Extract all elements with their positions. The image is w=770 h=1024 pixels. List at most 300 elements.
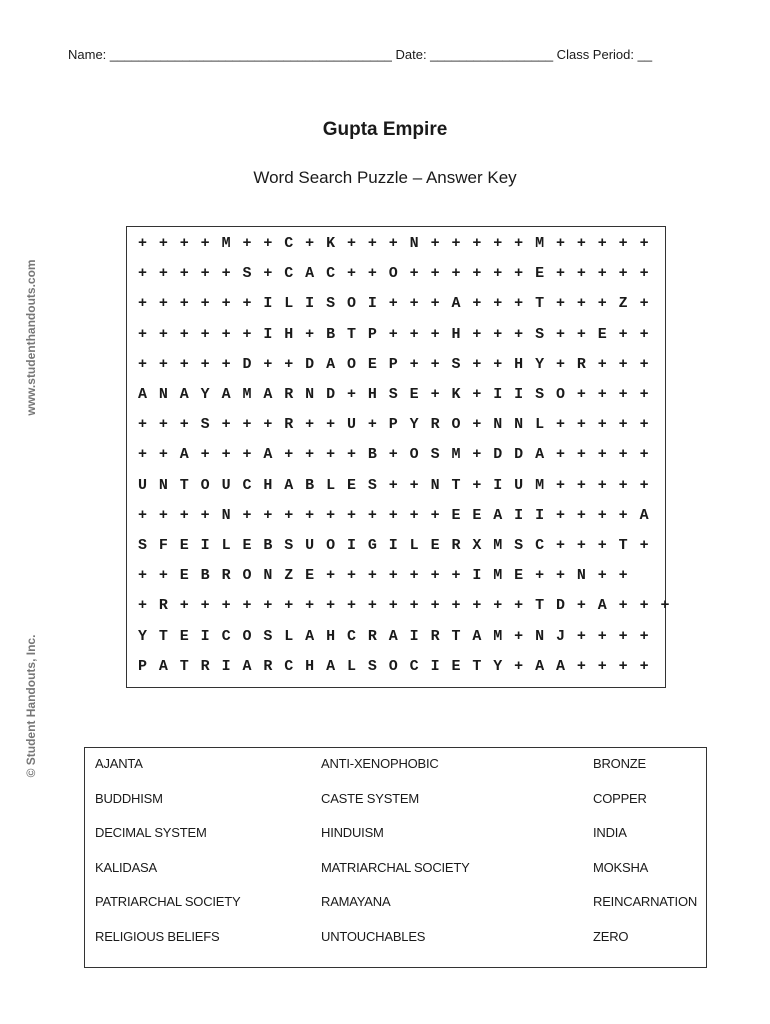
grid-cell: E xyxy=(242,537,252,554)
grid-row xyxy=(127,591,670,621)
grid-cell: + xyxy=(597,657,607,675)
grid-cell: + xyxy=(137,265,147,283)
grid-cell: + xyxy=(367,597,377,615)
grid-cell: H xyxy=(367,386,377,403)
grid-cell: N xyxy=(263,567,273,585)
grid-cell: H xyxy=(326,627,336,645)
grid-cell: I xyxy=(200,537,210,554)
grid-cell: H xyxy=(263,476,273,494)
grid-cell: + xyxy=(597,506,607,524)
grid-cell: T xyxy=(535,295,545,313)
grid-cell: + xyxy=(200,235,210,252)
grid-cell: K xyxy=(451,386,461,403)
grid-cell: T xyxy=(346,325,356,343)
grid-cell: + xyxy=(430,506,440,524)
grid-cell: + xyxy=(137,295,147,313)
grid-cell: + xyxy=(242,416,252,434)
grid-cell: + xyxy=(179,506,189,524)
word-list-item: BRONZE xyxy=(593,756,646,771)
grid-cell: L xyxy=(221,537,231,554)
grid-cell: B xyxy=(326,325,336,343)
grid-cell: + xyxy=(493,265,503,283)
grid-cell: + xyxy=(639,657,649,675)
grid-cell: + xyxy=(242,295,252,313)
grid-cell: C xyxy=(284,265,294,283)
grid-cell: P xyxy=(367,325,377,343)
grid-cell: S xyxy=(200,416,210,434)
grid-cell: A xyxy=(263,446,273,464)
grid-cell: R xyxy=(430,416,440,434)
grid-cell: + xyxy=(514,597,524,615)
word-list-item: DECIMAL SYSTEM xyxy=(95,825,207,841)
grid-cell: + xyxy=(158,265,168,283)
grid-cell: + xyxy=(555,506,565,524)
grid-cell: O xyxy=(242,567,252,585)
grid-cell: A xyxy=(284,476,294,494)
grid-cell: R xyxy=(284,386,294,403)
grid-cell: + xyxy=(409,265,419,283)
grid-cell: + xyxy=(367,265,377,283)
grid-cell: + xyxy=(493,325,503,343)
grid-cell: B xyxy=(367,446,377,464)
grid-cell: I xyxy=(346,537,356,554)
grid-cell: D xyxy=(326,386,336,403)
grid-cell: + xyxy=(576,446,586,464)
grid-cell: O xyxy=(346,295,356,313)
grid-cell: X xyxy=(472,537,482,554)
grid-cell: + xyxy=(514,627,524,645)
grid-cell: T xyxy=(535,597,545,615)
grid-cell: + xyxy=(326,506,336,524)
grid-cell: + xyxy=(493,295,503,313)
grid-cell: P xyxy=(388,355,398,373)
grid-cell: P xyxy=(388,416,398,434)
grid-cell: U xyxy=(137,476,147,494)
grid-cell: + xyxy=(451,265,461,283)
grid-cell: H xyxy=(305,657,315,675)
word-list-item: CASTE SYSTEM xyxy=(321,790,420,806)
grid-cell: + xyxy=(409,506,419,524)
grid-cell: N xyxy=(576,567,586,585)
grid-cell: I xyxy=(409,627,419,645)
grid-cell: + xyxy=(200,295,210,313)
grid-cell: L xyxy=(409,537,419,554)
grid-cell: + xyxy=(137,446,147,464)
grid-row xyxy=(127,501,665,531)
grid-cell: + xyxy=(639,597,649,615)
grid-cell: T xyxy=(179,657,189,675)
grid-cell: C xyxy=(346,627,356,645)
grid-cell: + xyxy=(200,355,210,373)
grid-cell: + xyxy=(221,446,231,464)
grid-cell: + xyxy=(200,597,210,615)
grid-row xyxy=(127,652,665,682)
grid-cell: + xyxy=(409,567,419,585)
grid-row xyxy=(127,531,665,561)
grid-cell: + xyxy=(597,355,607,373)
grid-cell: + xyxy=(660,597,670,615)
grid-cell: + xyxy=(514,235,524,252)
grid-cell: D xyxy=(242,355,252,373)
word-list-item: KALIDASA xyxy=(95,859,157,875)
grid-cell: + xyxy=(346,597,356,615)
grid-cell: + xyxy=(158,325,168,343)
grid-cell: + xyxy=(221,325,231,343)
grid-cell: + xyxy=(639,446,649,464)
grid-cell: + xyxy=(179,295,189,313)
grid-cell: + xyxy=(555,567,565,585)
grid-cell: N xyxy=(514,416,524,434)
grid-cell: R xyxy=(158,597,168,615)
grid-cell: B xyxy=(305,476,315,494)
grid-row xyxy=(127,561,665,591)
grid-cell: S xyxy=(263,627,273,645)
grid-row xyxy=(127,410,665,440)
student-info-line: Name: _______________________________________ Date: _________________ Class Period: __ xyxy=(68,47,653,62)
grid-cell: T xyxy=(451,476,461,494)
grid-cell: C xyxy=(221,627,231,645)
word-list-item: HINDUISM xyxy=(321,825,384,841)
grid-cell: + xyxy=(284,506,294,524)
grid-cell: A xyxy=(179,446,189,464)
grid-cell: O xyxy=(242,627,252,645)
grid-cell: Y xyxy=(137,627,147,645)
grid-cell: + xyxy=(576,597,586,615)
grid-cell: J xyxy=(555,627,565,645)
grid-cell: + xyxy=(618,446,628,464)
grid-cell: + xyxy=(618,627,628,645)
grid-cell: N xyxy=(221,506,231,524)
grid-cell: + xyxy=(555,295,565,313)
grid-cell: + xyxy=(618,355,628,373)
grid-cell: E xyxy=(346,476,356,494)
grid-cell: O xyxy=(388,265,398,283)
page-title: Gupta Empire xyxy=(322,119,448,140)
grid-cell: + xyxy=(346,506,356,524)
grid-cell: + xyxy=(576,235,586,252)
side-website-url: www.studenthandouts.com xyxy=(24,259,38,416)
grid-cell: + xyxy=(221,416,231,434)
grid-cell: + xyxy=(451,235,461,252)
grid-cell: + xyxy=(576,295,586,313)
grid-cell: + xyxy=(388,295,398,313)
grid-cell: + xyxy=(179,325,189,343)
grid-cell: + xyxy=(639,476,649,494)
grid-cell: + xyxy=(346,446,356,464)
grid-row xyxy=(127,350,665,380)
grid-cell: A xyxy=(326,657,336,675)
grid-cell: F xyxy=(158,537,168,554)
grid-cell: + xyxy=(639,627,649,645)
grid-cell: + xyxy=(305,506,315,524)
grid-cell: H xyxy=(451,325,461,343)
grid-cell: + xyxy=(472,295,482,313)
grid-cell: L xyxy=(346,657,356,675)
grid-cell: A xyxy=(263,386,273,403)
grid-cell: U xyxy=(514,476,524,494)
grid-cell: + xyxy=(346,386,356,403)
grid-cell: S xyxy=(514,537,524,554)
word-list-item: COPPER xyxy=(593,790,647,806)
grid-cell: Z xyxy=(284,567,294,585)
grid-cell: A xyxy=(535,657,545,675)
grid-cell: + xyxy=(555,235,565,252)
grid-cell: A xyxy=(451,295,461,313)
grid-cell: + xyxy=(514,295,524,313)
grid-cell: L xyxy=(535,416,545,434)
grid-cell: + xyxy=(367,416,377,434)
grid-cell: + xyxy=(221,597,231,615)
grid-cell: I xyxy=(493,386,503,403)
grid-cell: + xyxy=(200,265,210,283)
grid-cell: S xyxy=(388,386,398,403)
grid-cell: + xyxy=(326,416,336,434)
grid-cell: + xyxy=(472,386,482,403)
grid-cell: + xyxy=(430,597,440,615)
grid-cell: + xyxy=(618,235,628,252)
grid-cell: + xyxy=(639,355,649,373)
grid-row xyxy=(127,622,665,652)
grid-cell: L xyxy=(326,476,336,494)
grid-cell: N xyxy=(409,235,419,252)
grid-cell: + xyxy=(388,506,398,524)
grid-cell: + xyxy=(555,355,565,373)
grid-cell: B xyxy=(263,537,273,554)
grid-cell: + xyxy=(597,295,607,313)
grid-cell: E xyxy=(451,657,461,675)
grid-cell: + xyxy=(535,567,545,585)
grid-cell: + xyxy=(409,295,419,313)
grid-cell: C xyxy=(535,537,545,554)
grid-cell: A xyxy=(242,657,252,675)
grid-cell: I xyxy=(493,476,503,494)
grid-cell: C xyxy=(284,657,294,675)
grid-cell: + xyxy=(305,235,315,252)
grid-cell: A xyxy=(221,386,231,403)
grid-cell: O xyxy=(200,476,210,494)
grid-cell: + xyxy=(305,325,315,343)
grid-cell: + xyxy=(472,446,482,464)
grid-cell: + xyxy=(618,325,628,343)
grid-cell: + xyxy=(367,567,377,585)
grid-cell: C xyxy=(284,235,294,252)
grid-cell: T xyxy=(472,657,482,675)
grid-cell: E xyxy=(535,265,545,283)
grid-cell: + xyxy=(179,235,189,252)
grid-cell: R xyxy=(200,657,210,675)
grid-cell: + xyxy=(430,355,440,373)
grid-cell: N xyxy=(493,416,503,434)
grid-cell: O xyxy=(346,355,356,373)
grid-cell: P xyxy=(137,657,147,675)
grid-cell: + xyxy=(618,567,628,585)
grid-cell: I xyxy=(263,325,273,343)
grid-cell: N xyxy=(430,476,440,494)
grid-cell: + xyxy=(242,325,252,343)
grid-cell: + xyxy=(137,416,147,434)
grid-cell: + xyxy=(639,537,649,554)
grid-cell: + xyxy=(555,265,565,283)
grid-cell: + xyxy=(367,506,377,524)
grid-cell: + xyxy=(242,597,252,615)
grid-cell: S xyxy=(535,386,545,403)
grid-cell: U xyxy=(305,537,315,554)
grid-cell: + xyxy=(597,416,607,434)
grid-cell: E xyxy=(430,537,440,554)
grid-row xyxy=(127,229,665,259)
page-subtitle: Word Search Puzzle – Answer Key xyxy=(253,168,517,187)
grid-cell: + xyxy=(472,325,482,343)
grid-cell: + xyxy=(263,235,273,252)
word-list-item: UNTOUCHABLES xyxy=(321,929,426,944)
grid-cell: + xyxy=(388,476,398,494)
grid-cell: M xyxy=(221,235,231,252)
grid-cell: + xyxy=(639,386,649,403)
grid-cell: M xyxy=(535,235,545,252)
grid-cell: + xyxy=(514,325,524,343)
grid-cell: Y xyxy=(409,416,419,434)
grid-cell: M xyxy=(451,446,461,464)
grid-cell: I xyxy=(514,386,524,403)
grid-cell: C xyxy=(409,657,419,675)
grid-cell: I xyxy=(200,627,210,645)
word-list-item: RAMAYANA xyxy=(321,894,391,910)
grid-cell: + xyxy=(597,627,607,645)
grid-cell: O xyxy=(409,446,419,464)
word-list-item: ZERO xyxy=(593,929,629,944)
grid-cell: R xyxy=(367,627,377,645)
word-list-item: REINCARNATION xyxy=(593,894,698,910)
grid-cell: + xyxy=(618,386,628,403)
grid-cell: S xyxy=(430,446,440,464)
grid-cell: + xyxy=(472,355,482,373)
grid-cell: M xyxy=(535,476,545,494)
grid-cell: + xyxy=(326,567,336,585)
word-list-item: AJANTA xyxy=(95,756,143,771)
grid-cell: + xyxy=(493,235,503,252)
grid-cell: L xyxy=(284,627,294,645)
word-list-item: BUDDHISM xyxy=(95,790,163,806)
grid-row xyxy=(127,320,665,350)
grid-cell: + xyxy=(158,235,168,252)
grid-cell: E xyxy=(179,537,189,554)
grid-cell: + xyxy=(472,235,482,252)
grid-cell: Y xyxy=(535,355,545,373)
grid-cell: + xyxy=(388,567,398,585)
grid-cell: + xyxy=(179,355,189,373)
grid-cell: R xyxy=(576,355,586,373)
grid-cell: R xyxy=(284,416,294,434)
grid-cell: + xyxy=(284,597,294,615)
grid-cell: + xyxy=(493,597,503,615)
grid-cell: E xyxy=(305,567,315,585)
grid-cell: R xyxy=(430,627,440,645)
grid-cell: + xyxy=(618,265,628,283)
grid-cell: T xyxy=(158,627,168,645)
grid-cell: + xyxy=(346,567,356,585)
grid-cell: M xyxy=(493,537,503,554)
grid-cell: + xyxy=(158,295,168,313)
grid-cell: + xyxy=(472,265,482,283)
grid-cell: A xyxy=(535,446,545,464)
grid-cell: + xyxy=(221,265,231,283)
grid-cell: + xyxy=(555,476,565,494)
grid-cell: + xyxy=(597,537,607,554)
grid-cell: + xyxy=(618,506,628,524)
grid-cell: + xyxy=(493,355,503,373)
grid-cell: + xyxy=(137,567,147,585)
grid-cell: + xyxy=(284,446,294,464)
grid-cell: + xyxy=(576,416,586,434)
grid-cell: + xyxy=(576,476,586,494)
grid-cell: + xyxy=(263,597,273,615)
grid-cell: K xyxy=(326,235,336,252)
grid-cell: + xyxy=(305,416,315,434)
grid-cell: + xyxy=(514,657,524,675)
grid-cell: T xyxy=(451,627,461,645)
grid-cell: I xyxy=(263,295,273,313)
grid-cell: A xyxy=(326,355,336,373)
grid-cell: S xyxy=(137,537,147,554)
grid-cell: + xyxy=(597,446,607,464)
grid-cell: + xyxy=(555,325,565,343)
grid-row xyxy=(127,471,665,501)
grid-cell: D xyxy=(514,446,524,464)
grid-cell: + xyxy=(409,597,419,615)
grid-cell: L xyxy=(284,295,294,313)
grid-cell: S xyxy=(326,295,336,313)
grid-cell: + xyxy=(284,355,294,373)
grid-cell: R xyxy=(451,537,461,554)
word-list-item: RELIGIOUS BELIEFS xyxy=(95,929,220,944)
grid-cell: A xyxy=(639,506,649,524)
grid-cell: E xyxy=(367,355,377,373)
grid-cell: + xyxy=(576,325,586,343)
grid-cell: H xyxy=(514,355,524,373)
grid-cell: + xyxy=(639,235,649,252)
grid-cell: + xyxy=(409,325,419,343)
grid-cell: + xyxy=(472,476,482,494)
grid-cell: + xyxy=(158,355,168,373)
grid-cell: A xyxy=(179,386,189,403)
grid-cell: + xyxy=(576,537,586,554)
grid-cell: + xyxy=(179,416,189,434)
grid-cell: H xyxy=(284,325,294,343)
grid-cell: + xyxy=(242,235,252,252)
grid-cell: + xyxy=(137,506,147,524)
grid-cell: I xyxy=(367,295,377,313)
word-list-item: PATRIARCHAL SOCIETY xyxy=(95,894,241,910)
grid-cell: + xyxy=(305,597,315,615)
grid-cell: N xyxy=(158,476,168,494)
grid-cell: O xyxy=(451,416,461,434)
grid-cell: + xyxy=(200,506,210,524)
grid-cell: A xyxy=(305,265,315,283)
grid-cell: M xyxy=(242,386,252,403)
grid-cell: + xyxy=(158,416,168,434)
grid-cell: + xyxy=(263,416,273,434)
grid-cell: A xyxy=(597,597,607,615)
grid-cell: I xyxy=(472,567,482,585)
grid-cell: + xyxy=(639,325,649,343)
grid-cell: + xyxy=(137,355,147,373)
grid-cell: D xyxy=(555,597,565,615)
word-list-item: INDIA xyxy=(593,825,627,841)
grid-cell: E xyxy=(472,506,482,524)
grid-cell: + xyxy=(555,416,565,434)
grid-cell: + xyxy=(430,386,440,403)
grid-cell: S xyxy=(451,355,461,373)
